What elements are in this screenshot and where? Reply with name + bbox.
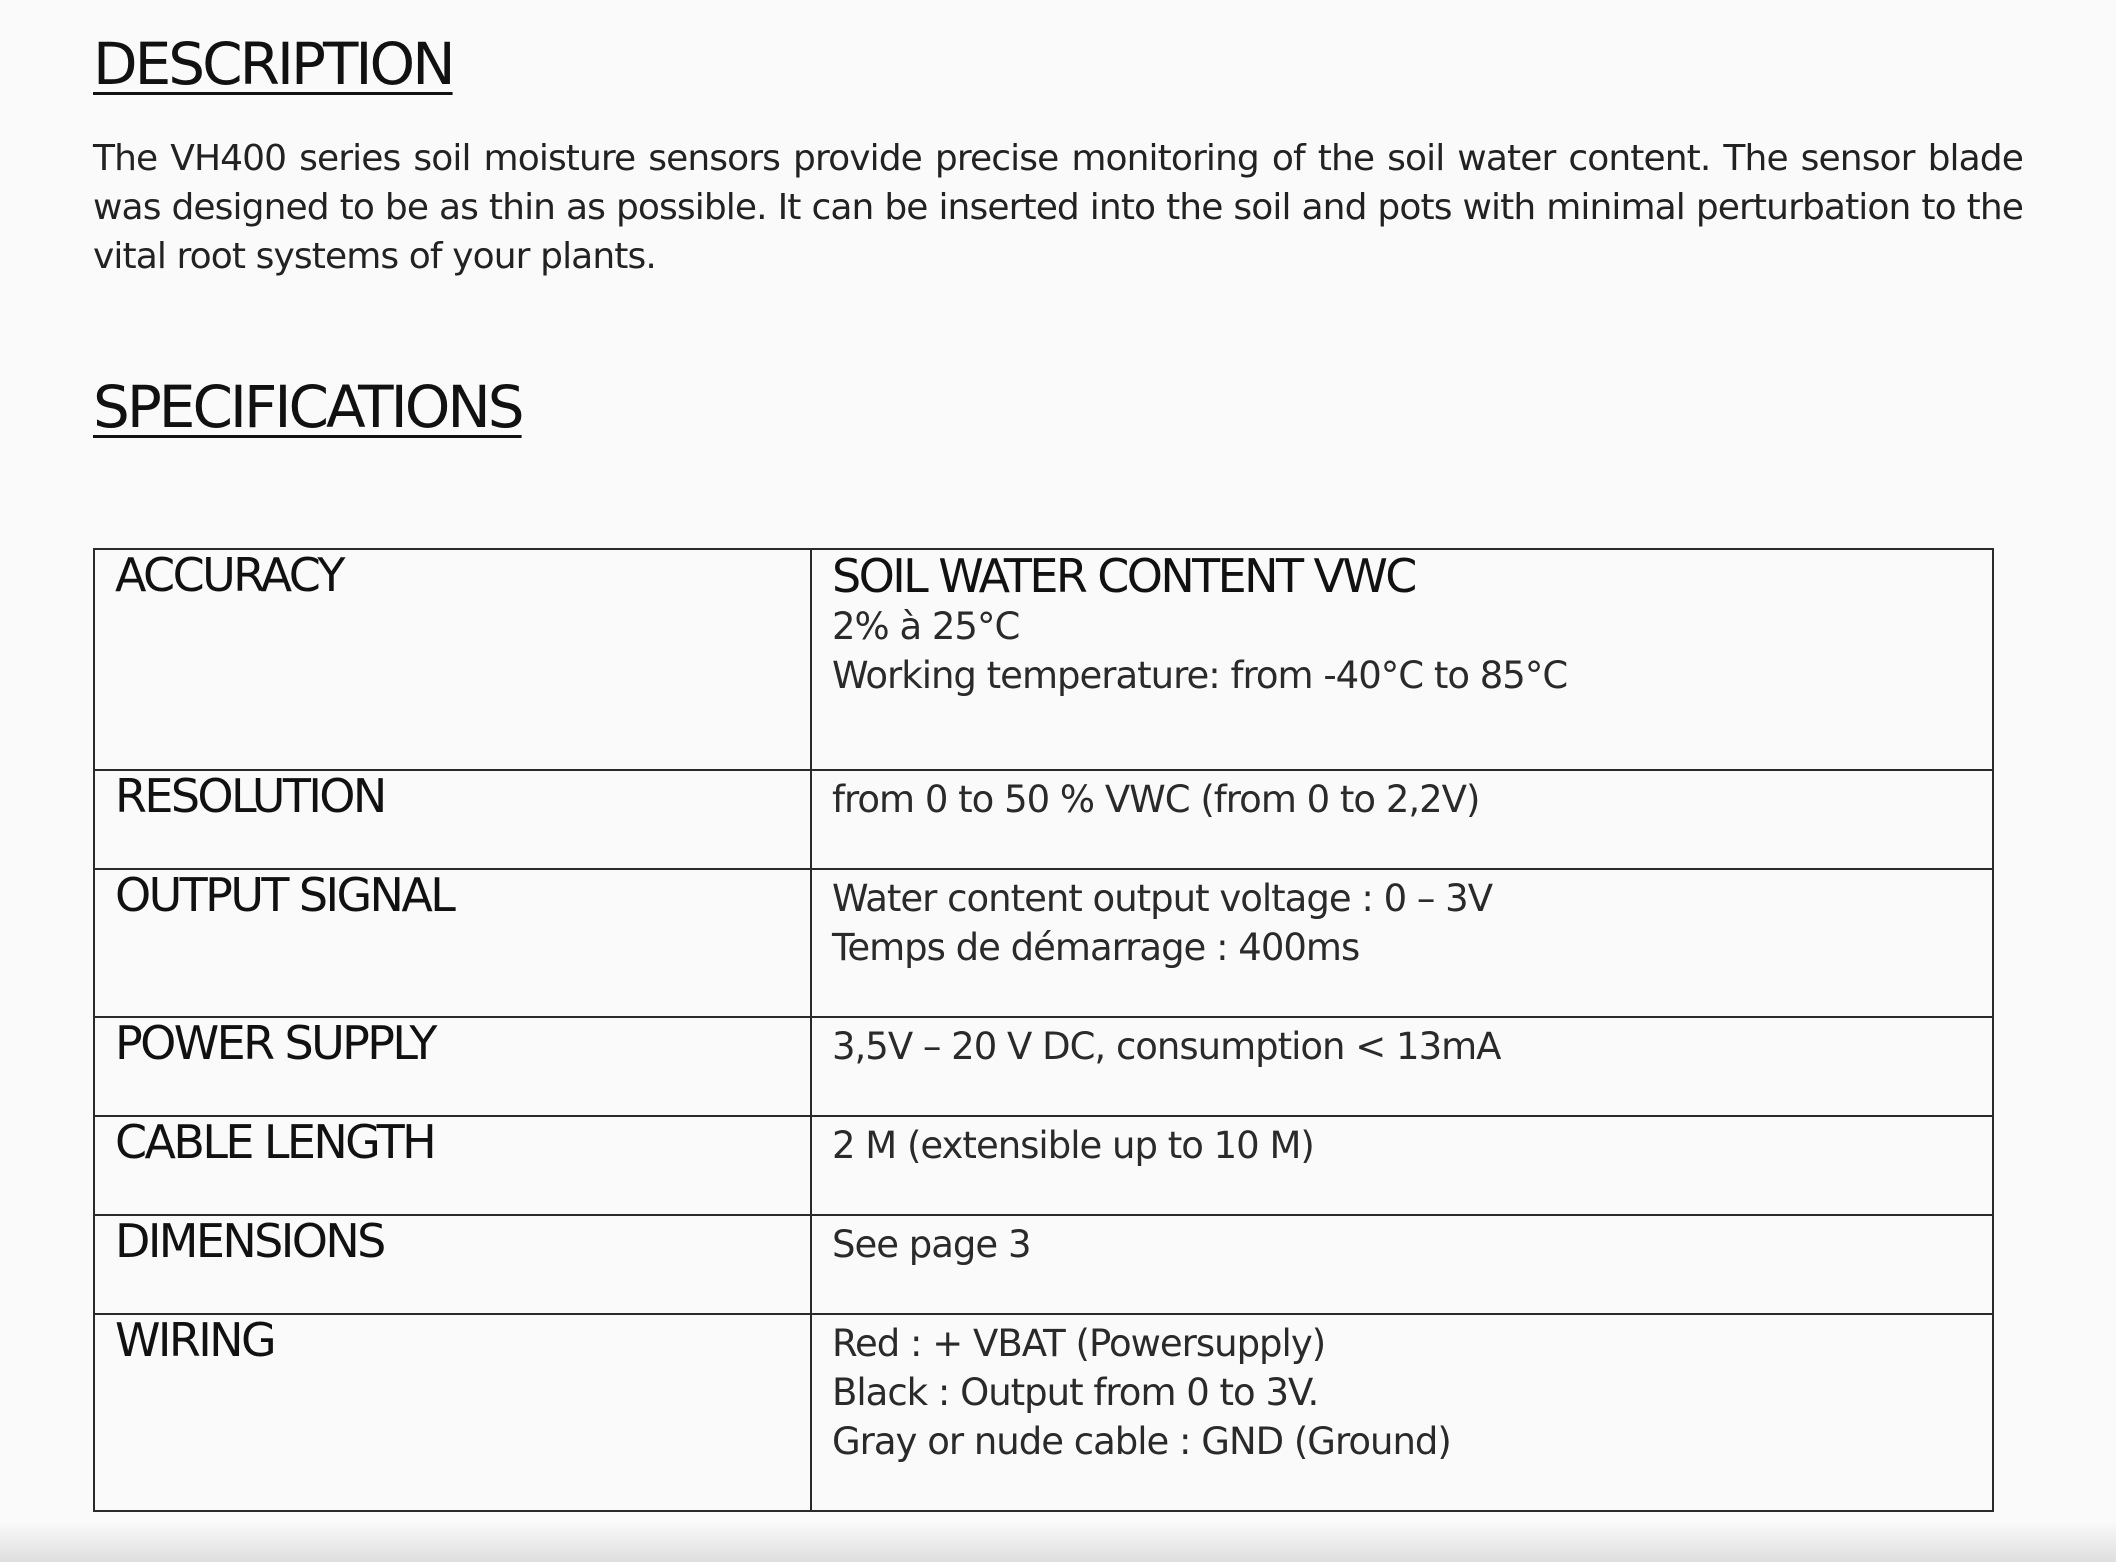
spec-value-heading-accuracy: SOIL WATER CONTENT VWC bbox=[832, 549, 1415, 603]
spec-label-accuracy: ACCURACY bbox=[94, 549, 811, 770]
spec-value-line: Temps de démarrage : 400ms bbox=[832, 926, 1360, 969]
spec-value-line: 2 M (extensible up to 10 M) bbox=[832, 1124, 1314, 1167]
spec-value-dimensions bbox=[811, 1215, 1993, 1314]
spec-value-line: 2% à 25°C bbox=[832, 605, 1020, 648]
spec-row-resolution bbox=[94, 770, 1993, 869]
spec-row-wiring bbox=[94, 1314, 1993, 1511]
spec-value-wiring bbox=[811, 1314, 1993, 1511]
spec-value-line: Working temperature: from -40°C to 85°C bbox=[832, 654, 1568, 697]
spec-label-cable-length: CABLE LENGTH bbox=[94, 1116, 811, 1215]
description-heading: DESCRIPTION bbox=[93, 30, 453, 98]
spec-value-line: from 0 to 50 % VWC (from 0 to 2,2V) bbox=[832, 778, 1480, 821]
spec-label-dimensions: DIMENSIONS bbox=[94, 1215, 811, 1314]
spec-row-power-supply bbox=[94, 1017, 1993, 1116]
spec-value-line: Black : Output from 0 to 3V. bbox=[832, 1371, 1319, 1414]
specifications-table bbox=[93, 548, 1994, 1512]
spec-row-output-signal bbox=[94, 869, 1993, 1017]
spec-value-power-supply bbox=[811, 1017, 1993, 1116]
spec-value-line: See page 3 bbox=[832, 1223, 1031, 1266]
spec-value-line: Red : + VBAT (Powersupply) bbox=[832, 1322, 1326, 1365]
spec-label-output-signal: OUTPUT SIGNAL bbox=[94, 869, 811, 1017]
spec-row-dimensions bbox=[94, 1215, 1993, 1314]
spec-label-wiring: WIRING bbox=[94, 1314, 811, 1511]
spec-value-line: Gray or nude cable : GND (Ground) bbox=[832, 1420, 1451, 1463]
spec-value-output-signal bbox=[811, 869, 1993, 1017]
spec-row-accuracy bbox=[94, 549, 1993, 770]
spec-value-cable-length bbox=[811, 1116, 1993, 1215]
spec-value-resolution bbox=[811, 770, 1993, 869]
spec-value-accuracy bbox=[811, 549, 1993, 770]
spec-row-cable-length bbox=[94, 1116, 1993, 1215]
description-paragraph: The VH400 series soil moisture sensors provide precise monitoring of the soil water content. The sensor blade was designed to be as thin as possible. It can be inserted into the soil and pots with minimal perturbation to the vital root systems of your plants. bbox=[93, 138, 2023, 277]
spec-value-line: 3,5V – 20 V DC, consumption < 13mA bbox=[832, 1025, 1501, 1068]
specifications-heading: SPECIFICATIONS bbox=[93, 373, 522, 441]
spec-label-resolution: RESOLUTION bbox=[94, 770, 811, 869]
spec-label-power-supply: POWER SUPPLY bbox=[94, 1017, 811, 1116]
spec-value-line: Water content output voltage : 0 – 3V bbox=[832, 877, 1493, 920]
page-bottom-shadow bbox=[0, 1522, 2116, 1562]
